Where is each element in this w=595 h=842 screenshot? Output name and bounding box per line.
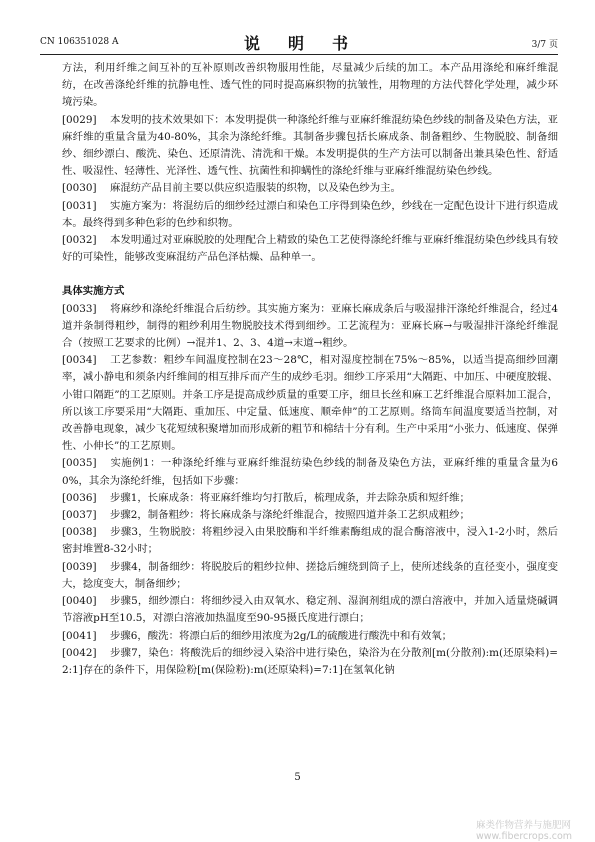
page-number: 5 — [294, 772, 301, 783]
paragraph-number: [0033] — [62, 302, 97, 315]
paragraph-text: 实施方案为：将混纺后的细纱经过漂白和染色工序得到染色纱，纱线在一定配色设计下进行织造成本。最终得到多种色彩的色纱和织物。 — [62, 199, 558, 229]
patent-number: CN 106351028 A — [40, 37, 119, 47]
watermark-title: 麻类作物营养与施肥网 — [476, 820, 572, 831]
paragraph-0040 — [62, 593, 558, 627]
paragraph-text: 步骤5，细纱漂白：将细纱浸入由双氧水、稳定剂、湿润剂组成的漂白溶液中，并加入适量烧碱调节溶液pH至10.5，对漂白溶液加热温度至90-95摄氏度进行漂白； — [62, 595, 558, 625]
paragraph-number: [0031] — [62, 199, 97, 212]
paragraph-0042 — [62, 645, 558, 679]
paragraph-text: 步骤3，生物脱胶：将粗纱浸入由果胶酶和半纤维素酶组成的混合酶溶液中，浸入1-2小时，然后密封堆置8-32小时； — [62, 526, 558, 556]
document-title: 说 明 书 — [243, 34, 354, 53]
paragraph-number: [0029] — [62, 113, 97, 126]
paragraph-0031 — [62, 198, 558, 232]
paragraph-number: [0042] — [62, 646, 97, 659]
paragraph-text: 方法，利用纤维之间互补的互补原则改善织物服用性能，尽量减少后续的加工。本产品用涤纶和麻纤维混纺，在改善涤纶纤维的抗静电性、透气性的同时提高麻织物的抗皱性，用物理的方法代替化学处理，减少环境污染。 — [62, 62, 558, 109]
paragraph-text: 麻混纺产品目前主要以供应织造服装的织物，以及染色纱为主。 — [110, 182, 401, 195]
paragraph-0036 — [62, 490, 558, 507]
page-indicator: 3/7 页 — [531, 40, 558, 50]
paragraph-number: [0041] — [62, 629, 97, 642]
paragraph-number: [0037] — [62, 509, 97, 522]
paragraph-number: [0032] — [62, 234, 97, 247]
paragraph-number: [0030] — [62, 182, 97, 195]
section-title: 具体实施方式 — [62, 285, 125, 298]
paragraph-number: [0040] — [62, 595, 97, 608]
paragraph-text: 步骤7，染色：将酸洗后的细纱浸入染浴中进行染色，染浴为在分散剂[m(分散剂):m(还原染料)=2:1]存在的条件下，用保险粉[m(保险粉):m(还原染料)=7:1]在氢氧化钠 — [62, 646, 558, 676]
spacer — [62, 266, 558, 283]
paragraph-text: 步骤2，制备粗纱：将长麻成条与涤纶纤维混合，按照四道并条工艺织成粗纱； — [110, 509, 470, 522]
paragraph-0033 — [62, 301, 558, 353]
paragraph-text: 步骤4，制备细纱：将脱胶后的粗纱拉伸、搓捻后缠绕到筒子上，使所述线条的直径变小，强度变大，捻度变大，制备细纱； — [62, 560, 558, 590]
page-header — [40, 30, 558, 52]
paragraph-0032 — [62, 232, 558, 266]
watermark-url: www.fibercrops.com — [476, 831, 573, 842]
paragraph-text: 本发明通过对亚麻脱胶的处理配合上精致的染色工艺使得涤纶纤维与亚麻纤维混纺染色纱线具有较好的可染性，能够改变麻混纺产品色泽枯燥、品种单一。 — [62, 234, 558, 264]
paragraph-text: 本发明的技术效果如下：本发明提供一种涤纶纤维与亚麻纤维混纺染色纱线的制备及染色方法，亚麻纤维的重量含量为40-80%，其余为涤纶纤维。其制备步骤包括长麻成条、制备粗纱、生物脱胶、制备细纱、细纱漂白、酸洗、染色、还原清洗、清洗和干燥。本发明提供的生产方法可以制备出兼具染色性、舒适性、吸湿性、轻薄性、光泽性、透气性、抗菌性和抑螨性的涤纶纤维与亚麻纤维混纺染色纱线。 — [62, 113, 558, 178]
paragraph-number: [0034] — [62, 354, 97, 367]
paragraph-continued — [62, 60, 558, 112]
paragraph-number: [0035] — [62, 457, 97, 470]
paragraph-text: 将麻纱和涤纶纤维混合后纺纱。其实施方案为：亚麻长麻成条后与吸湿排汗涤纶纤维混合，经过4道并条制得粗纱，制得的粗纱利用生物脱胶技术得到细纱。工艺流程为：亚麻长麻→与吸湿排汗涤纶纤维混合（按照工艺要求的比例）→混并1、2、3、4道→末道→粗纱。 — [62, 302, 558, 350]
paragraph-text: 步骤6，酸洗：将漂白后的细纱用浓度为2g/L的硫酸进行酸洗中和有效氧； — [110, 629, 452, 642]
paragraph-0034 — [62, 352, 558, 455]
document-body — [62, 60, 558, 679]
paragraph-0041 — [62, 628, 558, 645]
paragraph-0030 — [62, 180, 558, 197]
paragraph-text: 实施例1：一种涤纶纤维与亚麻纤维混纺染色纱线的制备及染色方法，亚麻纤维的重量含量为60%，其余为涤纶纤维，包括如下步骤： — [62, 457, 558, 487]
paragraph-0038 — [62, 524, 558, 558]
paragraph-text: 步骤1，长麻成条：将亚麻纤维均匀打散后，梳理成条，并去除杂质和短纤维； — [110, 491, 470, 504]
paragraph-0029 — [62, 112, 558, 181]
watermark — [476, 820, 572, 842]
header-divider — [40, 54, 558, 55]
paragraph-0039 — [62, 559, 558, 593]
paragraph-0035 — [62, 455, 558, 489]
paragraph-number: [0036] — [62, 491, 97, 504]
paragraph-number: [0038] — [62, 526, 97, 539]
paragraph-text: 工艺参数：粗纱车间温度控制在23～28℃，相对湿度控制在75%～85%，以适当提高细纱回潮率，减小静电和须条内纤维间的相互排斥而产生的成纱毛羽。细纱工序采用“大隔距、中加压、中硬度胶辊、小钳口隔距”的工艺原则。并条工序是提高成纱质量的重要工序，细旦长丝和麻工艺纤维混合原料加工混合，所以该工序要采用“大隔距、重加压、中定量、低速度、顺牵伸”的工艺原则。络筒车间温度要适当控制，对改善静电现象，减少飞花短绒积聚增加而形成新的粗节和棉结十分有利。生产中采用“小张力、低速度、保弹性、小伸长”的工艺原则。 — [62, 354, 558, 453]
paragraph-0037 — [62, 507, 558, 524]
paragraph-number: [0039] — [62, 560, 97, 573]
